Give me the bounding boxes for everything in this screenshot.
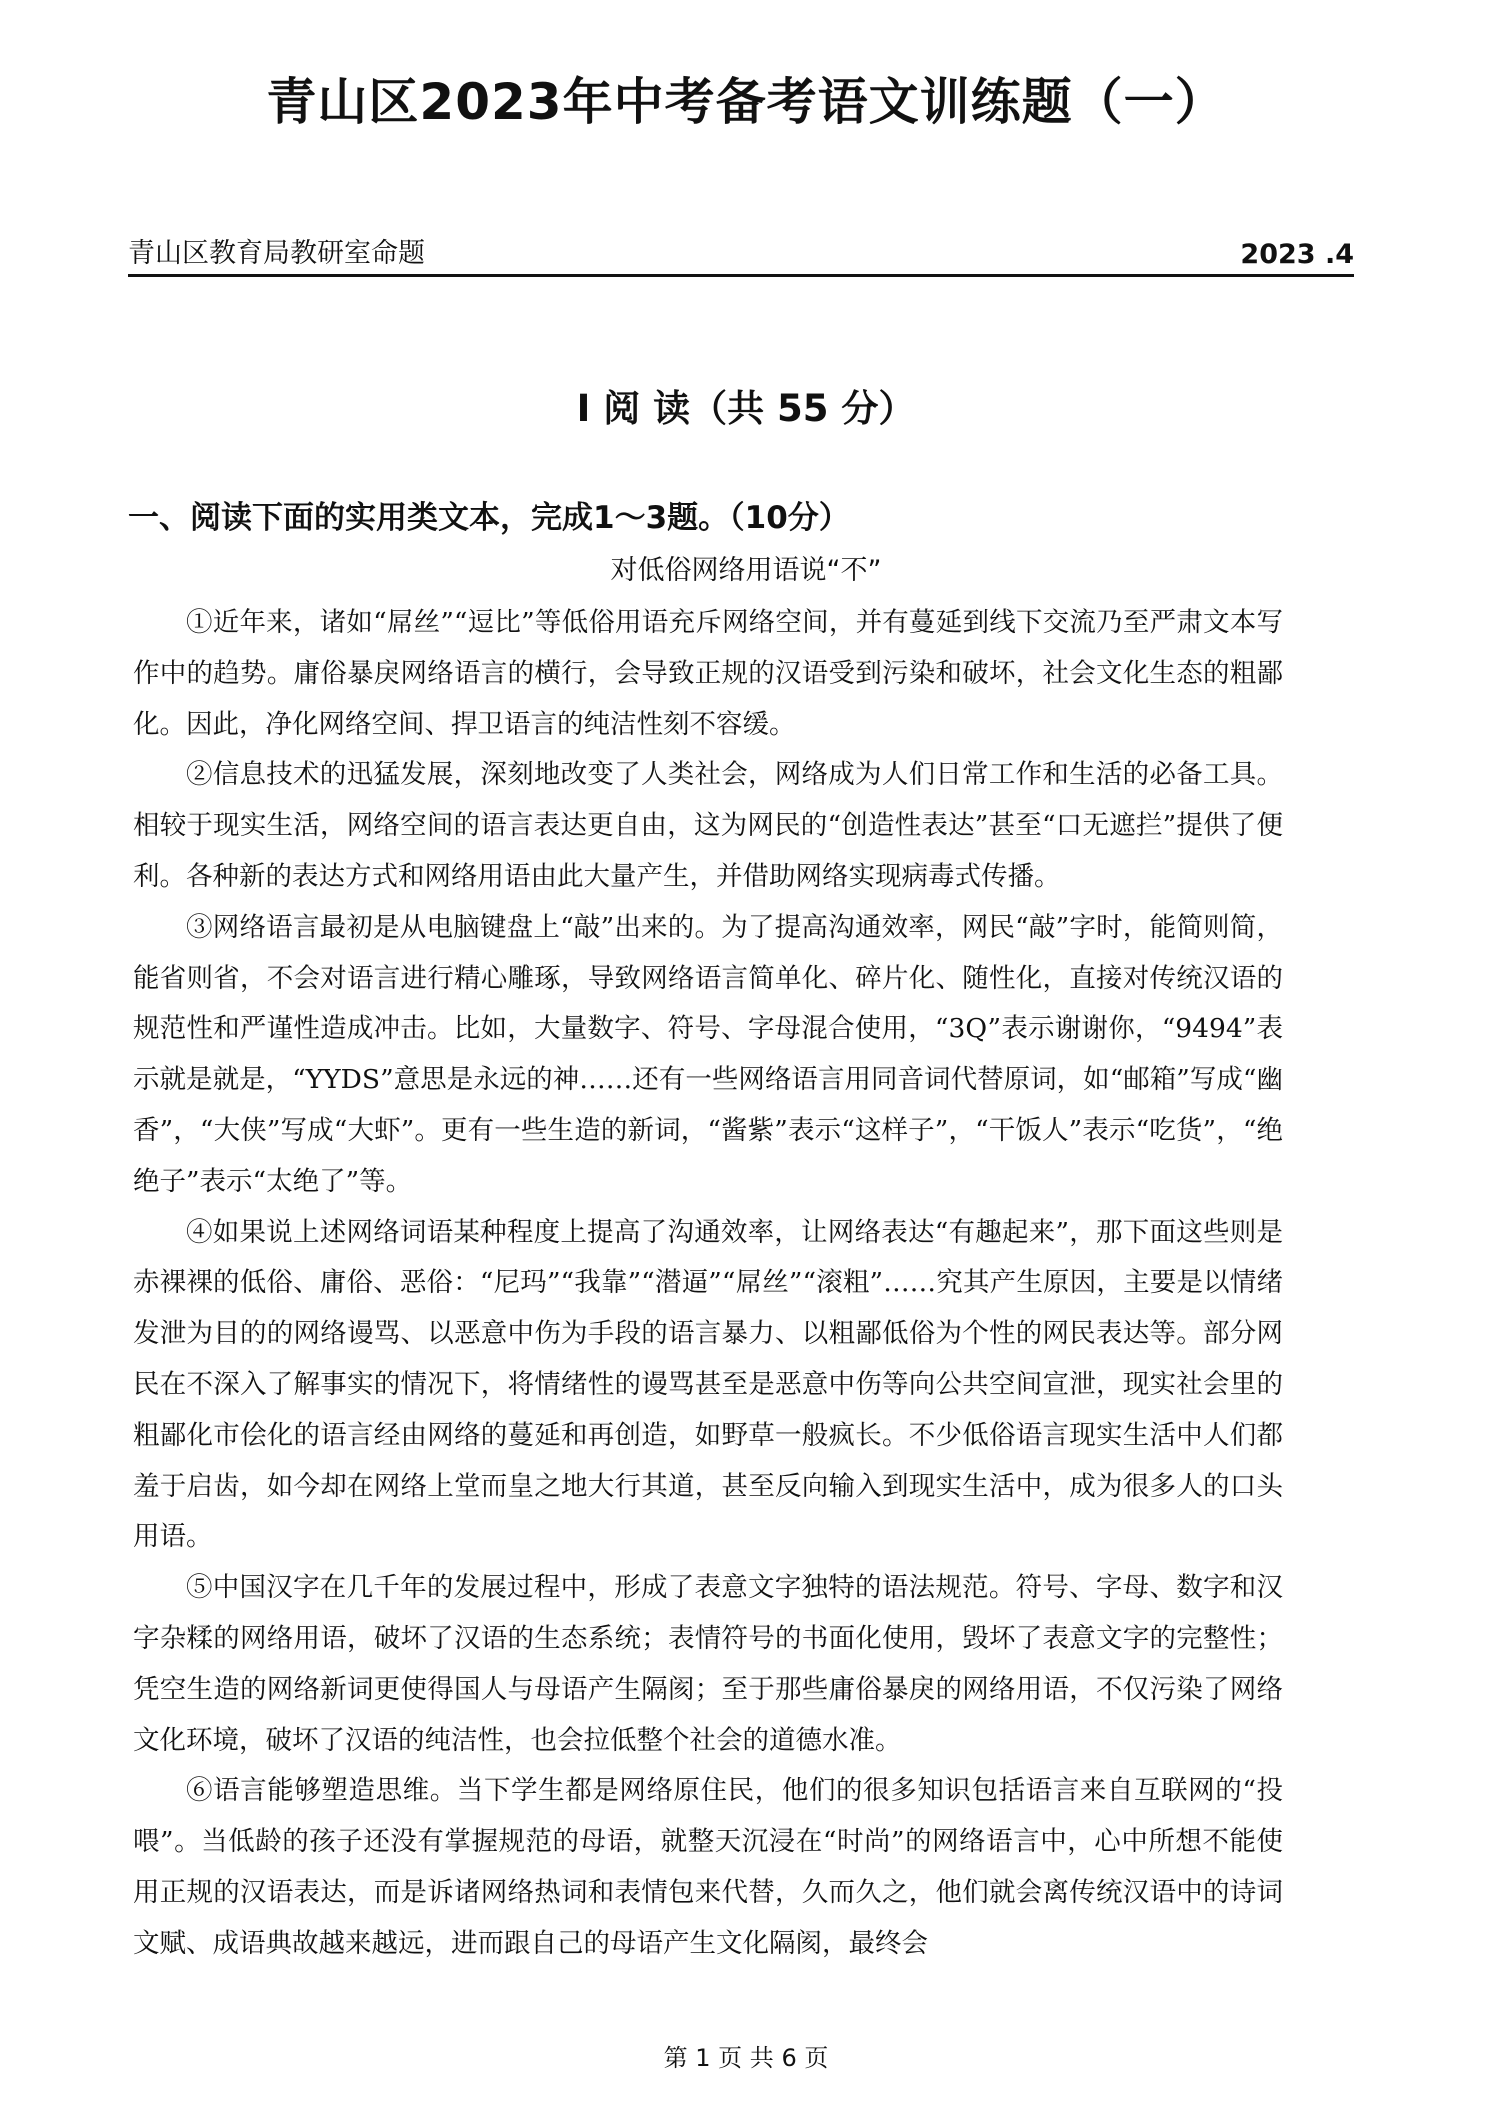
page-footer: 第 1 页 共 6 页 — [663, 2044, 829, 2072]
article-title: 对低俗网络用语说“不” — [610, 555, 882, 586]
date-label: 2023 .4 — [1240, 239, 1354, 270]
header-rule — [128, 232, 1354, 277]
paragraph-2: ②信息技术的迅猛发展，深刻地改变了人类社会，网络成为人们日常工作和生活的必备工具。相较于现实生活，网络空间的语言表达更自由，这为网民的“创造性表达”甚至“口无遮拦”提供了便利。各种新的表达方式和网络用语由此大量产生，并借助网络实现病毒式传播。 — [133, 759, 1283, 892]
section-title: I 阅 读（共 55 分） — [576, 387, 916, 430]
paragraph-5: ⑤中国汉字在几千年的发展过程中，形成了表意文字独特的语法规范。符号、字母、数字和汉字杂糅的网络用语，破坏了汉语的生态系统；表情符号的书面化使用，毁坏了表意文字的完整性；凭空生造的网络新词更使得国人与母语产生隔阂；至于那些庸俗暴戾的网络用语，不仅污染了网络文化环境，破坏了汉语的纯洁性，也会拉低整个社会的道德水准。 — [133, 1572, 1283, 1756]
question-heading: 一、阅读下面的实用类文本，完成1～3题。（10分） — [128, 500, 850, 536]
paragraph-4: ④如果说上述网络词语某种程度上提高了沟通效率，让网络表达“有趣起来”，那下面这些则是赤裸裸的低俗、庸俗、恶俗：“尼玛”“我靠”“潜逼”“屌丝”“滚粗”……究其产生原因，主要是以情绪发泄为目的的网络谩骂、以恶意中伤为手段的语言暴力、以粗鄙低俗为个性的网民表达等。部分网民在不深入了解事实的情况下，将情绪性的谩骂甚至是恶意中伤等向公共空间宣泄，现实社会里的粗鄙化市侩化的语言经由网络的蔓延和再创造，如野草一般疯长。不少低俗语言现实生活中人们都羞于启齿，如今却在网络上堂而皇之地大行其道，甚至反向输入到现实生活中，成为很多人的口头用语。 — [133, 1216, 1283, 1553]
paragraph-1: ①近年来，诸如“屌丝”“逗比”等低俗用语充斥网络空间，并有蔓延到线下交流乃至严肃文本写作中的趋势。庸俗暴戾网络语言的横行，会导致正规的汉语受到污染和破坏，社会文化生态的粗鄙化。因此，净化网络空间、捍卫语言的纯洁性刻不容缓。 — [133, 607, 1283, 740]
article-body — [133, 598, 1283, 1970]
issuer-label: 青山区教育局教研室命题 — [128, 238, 425, 269]
paragraph-3: ③网络语言最初是从电脑键盘上“敲”出来的。为了提高沟通效率，网民“敲”字时，能简则简，能省则省，不会对语言进行精心雕琢，导致网络语言简单化、碎片化、随性化，直接对传统汉语的规范性和严谨性造成冲击。比如，大量数字、符号、字母混合使用，“3Q”表示谢谢你，“9494”表示就是就是，“YYDS”意思是永远的神……还有一些网络语言用同音词代替原词，如“邮箱”写成“幽香”，“大侠”写成“大虾”。更有一些生造的新词，“酱紫”表示“这样子”，“干饭人”表示“吃货”，“绝绝子”表示“太绝了”等。 — [133, 911, 1283, 1197]
document-title: 青山区2023年中考备考语文训练题（一） — [266, 73, 1226, 131]
paragraph-6: ⑥语言能够塑造思维。当下学生都是网络原住民，他们的很多知识包括语言来自互联网的“投喂”。当低龄的孩子还没有掌握规范的母语，就整天沉浸在“时尚”的网络语言中，心中所想不能使用正规的汉语表达，而是诉诸网络热词和表情包来代替，久而久之，他们就会离传统汉语中的诗词文赋、成语典故越来越远，进而跟自己的母语产生文化隔阂，最终会 — [133, 1775, 1283, 1959]
